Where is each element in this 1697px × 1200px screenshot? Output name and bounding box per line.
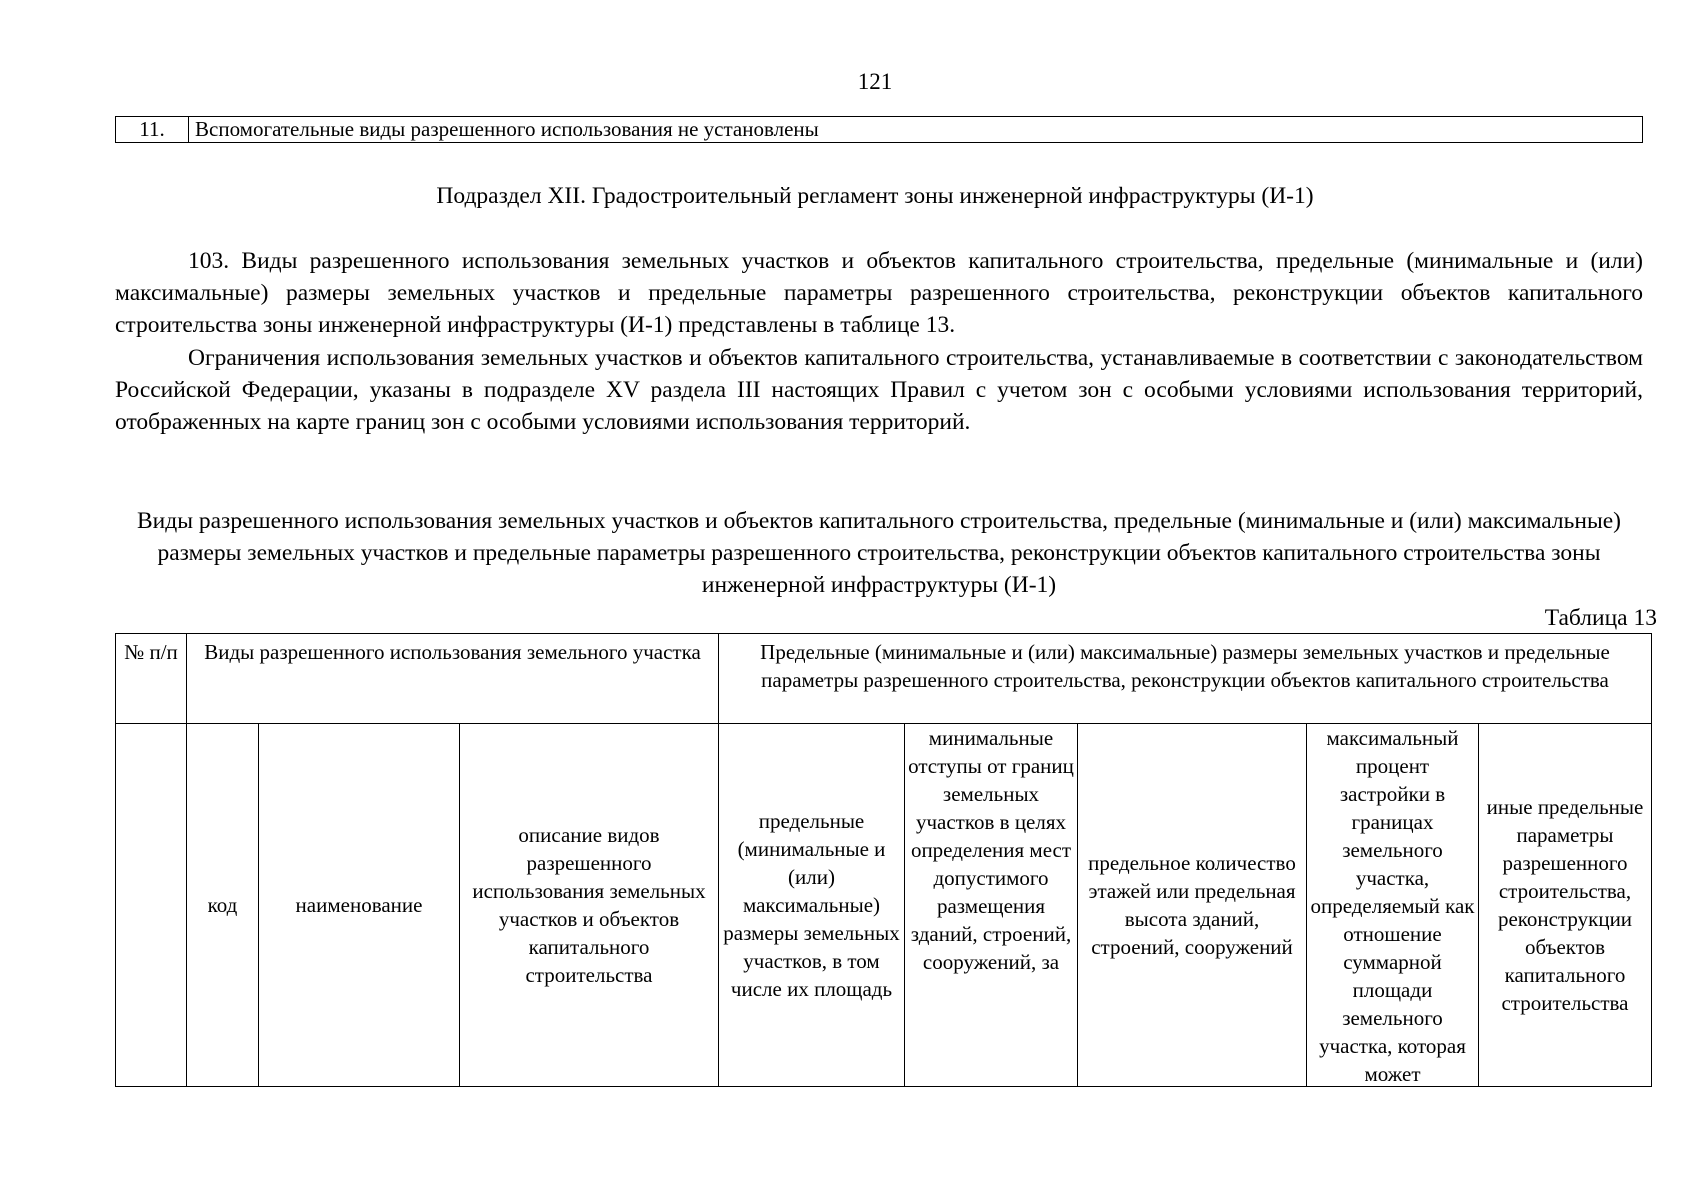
row-text: Вспомогательные виды разрешенного использования не установлены bbox=[195, 117, 819, 141]
header-name: наименование bbox=[259, 724, 460, 1087]
header-usage-types: Виды разрешенного использования земельного участка bbox=[187, 634, 719, 724]
header-code: код bbox=[187, 724, 259, 1087]
header-floors: предельное количество этажей или предельная высота зданий, строений, сооружений bbox=[1078, 724, 1307, 1087]
zoning-table bbox=[115, 633, 1652, 1087]
subsection-title: Подраздел XII. Градостроительный регламент зоны инженерной инфраструктуры (И-1) bbox=[436, 183, 1314, 209]
header-limit-parameters: Предельные (минимальные и (или) максимальные) размеры земельных участков и предельные параметры разрешенного строительства, реконструкции объектов капитального строительства bbox=[719, 634, 1652, 724]
header-setbacks bbox=[905, 724, 1078, 1087]
setbacks-text: минимальные отступы от границ земельных участков в целях определения мест допустимого размещения зданий, строений, сооружений, за bbox=[908, 726, 1074, 974]
paragraph-restrictions: Ограничения использования земельных участков и объектов капитального строительства, устанавливаемые в соответствии с законодательством Российской Федерации, указаны в подразделе XV раздела III настоящих Правил с учетом зон с особыми условиями использования территорий, отображенных на карте границ зон с особыми условиями использования территорий. bbox=[115, 345, 1643, 435]
table-caption: Виды разрешенного использования земельных участков и объектов капитального строительства, предельные (минимальные и (или) максимальные) размеры земельных участков и предельные параметры разрешенного строительства, реконструкции объектов капитального строительства зоны инженерной инфраструктуры (И-1) bbox=[136, 508, 1621, 598]
header-coverage bbox=[1307, 724, 1479, 1087]
row-number: 11. bbox=[116, 117, 189, 142]
paragraph-103: 103. Виды разрешенного использования земельных участков и объектов капитального строительства, предельные (минимальные и (или) максимальные) размеры земельных участков и предельные параметры разрешенного строительства, реконструкции объектов капитального строительства зоны инженерной инфраструктуры (И-1) представлены в таблице 13. bbox=[115, 248, 1643, 338]
coverage-text: максимальный процент застройки в границах земельного участка, определяемый как отношение суммарной площади земельного участка, которая может bbox=[1310, 726, 1475, 1086]
header-description: описание видов разрешенного использования земельных участков и объектов капитального строительства bbox=[460, 724, 719, 1087]
header-other-parameters: иные предельные параметры разрешенного строительства, реконструкции объектов капитального строительства bbox=[1479, 724, 1652, 1087]
header-plot-sizes: предельные (минимальные и (или) максимальные) размеры земельных участков, в том числе их площадь bbox=[719, 724, 905, 1087]
page-number: 121 bbox=[857, 69, 893, 94]
cell-empty bbox=[116, 724, 187, 1087]
header-number: № п/п bbox=[116, 634, 187, 724]
table-row-11 bbox=[115, 116, 1643, 143]
table-label: Таблица 13 bbox=[1544, 605, 1657, 631]
